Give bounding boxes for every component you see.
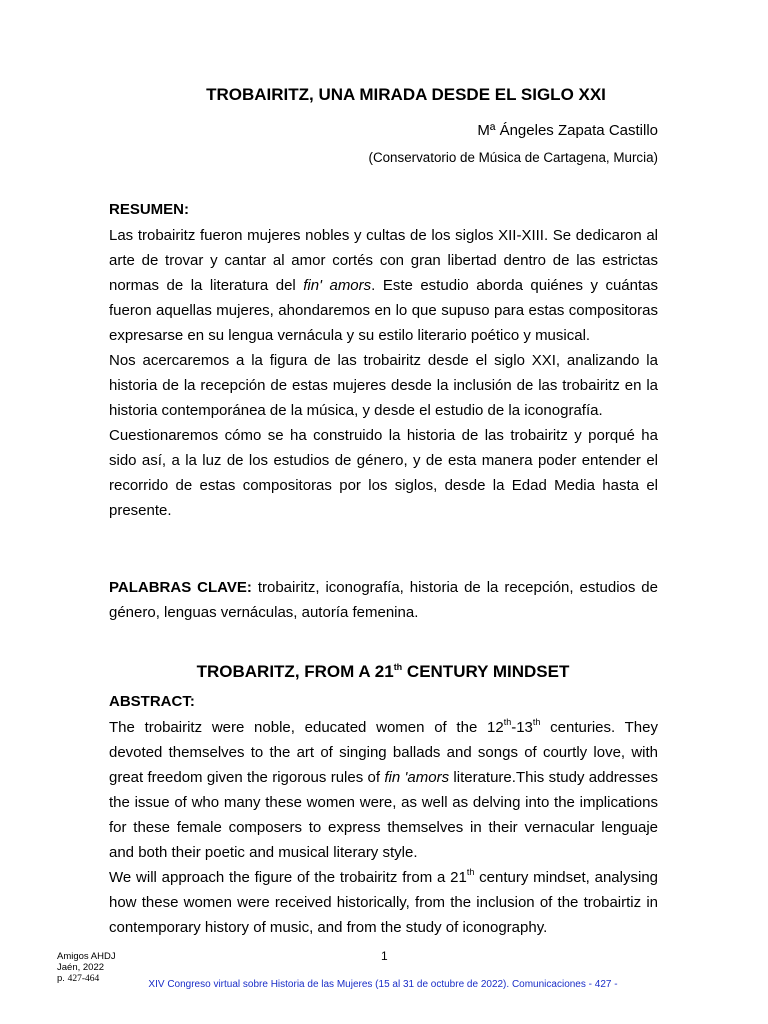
english-title: TROBARITZ, FROM A 21th CENTURY MINDSET xyxy=(196,662,570,681)
abstract-paragraph-2: We will approach the figure of the trobairitz from a 21th century mindset, analysing how these women were received historically, from the inclusion of the trobairtiz in contemporary history of music, and from the study of iconography. xyxy=(109,867,658,936)
abstract-body xyxy=(109,715,658,940)
footer-place-year: Jaén, 2022 xyxy=(57,962,105,973)
page-number: 1 xyxy=(381,949,388,963)
author-name: Mª Ángeles Zapata Castillo xyxy=(477,122,658,139)
resumen-body xyxy=(109,223,658,523)
footer-journal: Amigos AHDJ xyxy=(57,951,116,962)
resumen-heading: RESUMEN: xyxy=(109,201,190,218)
resumen-paragraph-3: Cuestionaremos cómo se ha construido la historia de las trobairitz y porqué ha sido así, a la luz de los estudios de género, y de esta manera poder entender el recorrido de estas compositoras por los siglos, desde la Edad Media hasta el presente. xyxy=(109,427,658,519)
fin-amors-italic: fin' amors xyxy=(303,277,372,294)
resumen-paragraph-2: Nos acercaremos a la figura de las trobairitz desde el siglo XXI, analizando la historia de la recepción de estas mujeres desde la inclusión de las trobairitz en la historia contemporánea de la música, y desde el estudio de la iconografía. xyxy=(109,352,658,419)
keywords xyxy=(109,575,658,625)
footer-conference: XIV Congreso virtual sobre Historia de las Mujeres (15 al 31 de octubre de 2022). Comunicaciones - 427 - xyxy=(148,979,618,990)
author-affiliation: (Conservatorio de Música de Cartagena, Murcia) xyxy=(368,150,658,165)
fin-amors-italic-en: fin 'amors xyxy=(384,769,450,786)
abstract-heading: ABSTRACT: xyxy=(109,693,195,710)
keywords-label: PALABRAS CLAVE: xyxy=(109,579,252,596)
abstract-paragraph-1: The trobairitz were noble, educated women of the 12th-13th centuries. They devoted themselves to the art of singing ballads and songs of courtly love, with great freedom given the rigorous rules of fin 'amors literature.This study addresses the issue of who many these women were, as well as delving into the implications for these female composers to express themselves in their vernacular lenguaje and both their poetic and musical literary style. xyxy=(109,717,658,861)
resumen-paragraph-1: Las trobairitz fueron mujeres nobles y cultas de los siglos XII-XIII. Se dedicaron al arte de trovar y cantar al amor cortés con gran libertad dentro de las estrictas normas de la literatura del fin' amors. Este estudio aborda quiénes y cuántas fueron aquellas mujeres, ahondaremos en lo que supuso para estas compositoras expresarse en su lengua vernácula y su estilo literario poético y musical. xyxy=(109,227,658,344)
footer-pages: p. 427-464 xyxy=(57,973,100,984)
keywords-text: trobairitz, iconografía, historia de la recepción, estudios de género, lenguas vernáculas, autoría femenina. xyxy=(109,579,658,621)
paper-title: TROBAIRITZ, UNA MIRADA DESDE EL SIGLO XXI xyxy=(206,85,606,104)
